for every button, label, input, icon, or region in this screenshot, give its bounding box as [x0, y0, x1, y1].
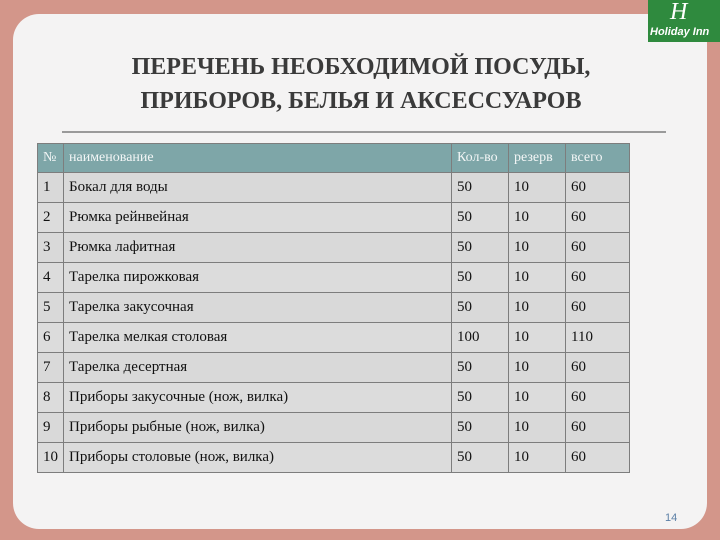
cell-total: 60 [566, 413, 630, 443]
cell-number: 4 [38, 263, 64, 293]
header-name: наименование [64, 144, 452, 173]
cell-number: 7 [38, 353, 64, 383]
cell-name: Тарелка мелкая столовая [64, 323, 452, 353]
logo-text: Holiday Inn [650, 26, 710, 38]
page-title [60, 50, 662, 118]
table-row [38, 353, 630, 383]
cell-total: 110 [566, 323, 630, 353]
cell-reserve: 10 [509, 323, 566, 353]
cell-name: Тарелка десертная [64, 353, 452, 383]
cell-total: 60 [566, 263, 630, 293]
holiday-inn-logo [648, 0, 720, 42]
cell-name: Рюмка лафитная [64, 233, 452, 263]
cell-name: Приборы закусочные (нож, вилка) [64, 383, 452, 413]
table-row [38, 233, 630, 263]
cell-name: Тарелка пирожковая [64, 263, 452, 293]
cell-number: 1 [38, 173, 64, 203]
cell-quantity: 50 [452, 443, 509, 473]
cell-quantity: 100 [452, 323, 509, 353]
cell-total: 60 [566, 443, 630, 473]
cell-quantity: 50 [452, 263, 509, 293]
page-number: 14 [665, 512, 678, 524]
cell-reserve: 10 [509, 263, 566, 293]
cell-quantity: 50 [452, 383, 509, 413]
cell-quantity: 50 [452, 233, 509, 263]
header-reserve: резерв [509, 144, 566, 173]
cell-total: 60 [566, 173, 630, 203]
title-divider [62, 131, 666, 133]
cell-number: 9 [38, 413, 64, 443]
cell-name: Рюмка рейнвейная [64, 203, 452, 233]
title-line-1: ПЕРЕЧЕНЬ НЕОБХОДИМОЙ ПОСУДЫ, [131, 54, 591, 80]
table-row [38, 323, 630, 353]
table-row [38, 413, 630, 443]
header-total: всего [566, 144, 630, 173]
cell-name: Тарелка закусочная [64, 293, 452, 323]
cell-number: 3 [38, 233, 64, 263]
cell-number: 10 [38, 443, 64, 473]
cell-reserve: 10 [509, 353, 566, 383]
cell-reserve: 10 [509, 173, 566, 203]
cell-name: Бокал для воды [64, 173, 452, 203]
table-row [38, 383, 630, 413]
cell-name: Приборы рыбные (нож, вилка) [64, 413, 452, 443]
cell-total: 60 [566, 203, 630, 233]
cell-reserve: 10 [509, 293, 566, 323]
cell-number: 6 [38, 323, 64, 353]
header-number: № [38, 144, 64, 173]
cell-reserve: 10 [509, 203, 566, 233]
table-header-row [38, 144, 630, 173]
cell-quantity: 50 [452, 413, 509, 443]
cell-quantity: 50 [452, 203, 509, 233]
table-row [38, 443, 630, 473]
cell-total: 60 [566, 293, 630, 323]
cell-reserve: 10 [509, 233, 566, 263]
cell-quantity: 50 [452, 353, 509, 383]
cell-quantity: 50 [452, 293, 509, 323]
cell-total: 60 [566, 233, 630, 263]
inventory-table [37, 143, 630, 473]
header-quantity: Кол-во [452, 144, 509, 173]
title-line-2: ПРИБОРОВ, БЕЛЬЯ И АКСЕССУАРОВ [140, 88, 582, 114]
logo-mark: H [670, 0, 688, 25]
cell-number: 5 [38, 293, 64, 323]
cell-reserve: 10 [509, 413, 566, 443]
table-row [38, 173, 630, 203]
cell-reserve: 10 [509, 443, 566, 473]
cell-number: 8 [38, 383, 64, 413]
cell-total: 60 [566, 383, 630, 413]
table-row [38, 203, 630, 233]
cell-reserve: 10 [509, 383, 566, 413]
cell-quantity: 50 [452, 173, 509, 203]
table-row [38, 263, 630, 293]
cell-number: 2 [38, 203, 64, 233]
cell-name: Приборы столовые (нож, вилка) [64, 443, 452, 473]
table-row [38, 293, 630, 323]
cell-total: 60 [566, 353, 630, 383]
